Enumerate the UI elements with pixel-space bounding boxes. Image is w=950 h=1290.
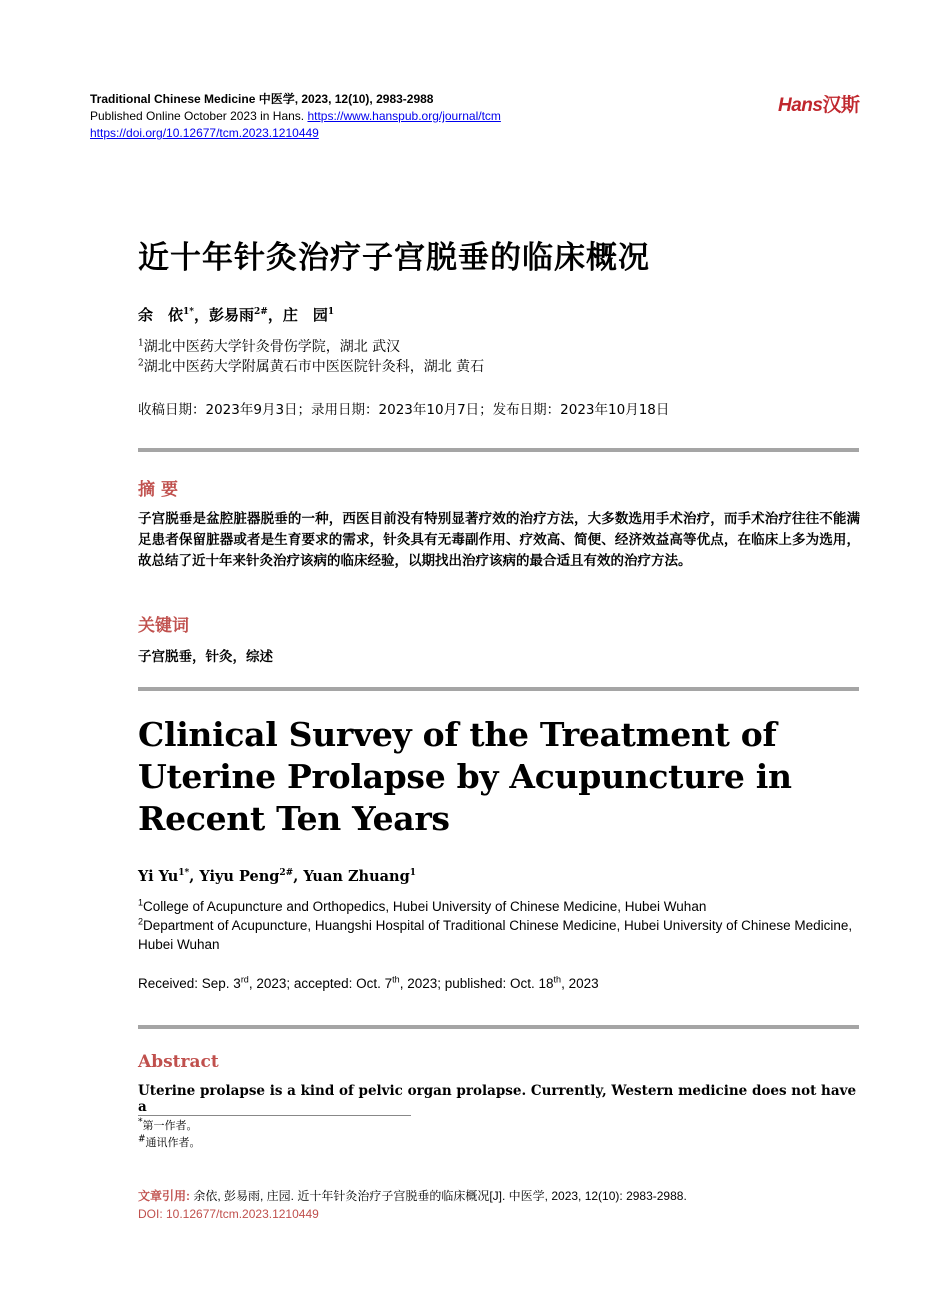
received-part-1: Received: Sep. 3 xyxy=(138,976,241,991)
affiliations-zh xyxy=(138,337,484,377)
title-en: Clinical Survey of the Treatment of Uterine Prolapse by Acupuncture in Recent Ten Years xyxy=(138,715,792,838)
citation-doi: DOI: 10.12677/tcm.2023.1210449 xyxy=(138,1207,319,1221)
received-part-3: , 2023; published: Oct. 18 xyxy=(399,976,554,991)
doi-link[interactable]: https://doi.org/10.12677/tcm.2023.1210449 xyxy=(90,126,319,140)
title-zh: 近十年针灸治疗子宫脱垂的临床概况 xyxy=(138,240,650,276)
author-en-1: Yi Yu xyxy=(138,868,179,885)
author-zh-3-sup: 1 xyxy=(327,307,335,317)
affiliation-en-1-text: College of Acupuncture and Orthopedics, Hubei University of Chinese Medicine, Hubei Wuhan xyxy=(143,899,707,914)
journal-line: Traditional Chinese Medicine 中医学, 2023, 12(10), 2983-2988 xyxy=(90,92,434,106)
author-en-2-sup: 2# xyxy=(279,868,294,879)
author-zh-3: 庄 园 xyxy=(282,306,328,324)
published-prefix: Published Online October 2023 in Hans. xyxy=(90,109,308,123)
affiliation-en-2-sup: 2 xyxy=(138,916,144,927)
keywords-heading-zh: 关键词 xyxy=(138,616,189,636)
journal-link[interactable]: https://www.hanspub.org/journal/tcm xyxy=(307,109,501,123)
affiliation-zh-1-text: 湖北中医药大学针灸骨伤学院，湖北 武汉 xyxy=(143,339,401,355)
footnote-2 xyxy=(138,1134,201,1151)
author-en-3-sup: 1 xyxy=(409,868,416,879)
journal-header xyxy=(90,91,501,142)
published-line xyxy=(90,108,501,125)
affiliations-en xyxy=(138,897,860,954)
author-zh-2-sup: 2# xyxy=(254,307,268,317)
footnote-1-text: 第一作者。 xyxy=(142,1119,198,1132)
footnote-rule xyxy=(138,1115,411,1116)
affiliation-en-2-text: Department of Acupuncture, Huangshi Hospital of Traditional Chinese Medicine, Hubei University of Chinese Medicine, Hubei Wuhan xyxy=(138,918,853,952)
footnote-2-text: 通讯作者。 xyxy=(145,1136,201,1149)
author-zh-1-sup: 1* xyxy=(183,307,194,317)
footnote-2-sup: # xyxy=(138,1134,146,1145)
affiliation-zh-1 xyxy=(138,337,484,357)
author-en-3: Yuan Zhuang xyxy=(303,868,410,885)
divider-3 xyxy=(138,1025,859,1029)
logo-en: Hans xyxy=(778,95,823,116)
logo-zh: 汉斯 xyxy=(822,94,860,116)
author-zh-2: 彭易雨 xyxy=(209,306,255,324)
hans-logo xyxy=(778,90,859,117)
affiliation-en-1 xyxy=(138,897,860,916)
abstract-zh: 子宫脱垂是盆腔脏器脱垂的一种，西医目前没有特别显著疗效的治疗方法，大多数选用手术治疗，而手术治疗往往不能满足患者保留脏器或者是生育要求的需求，针灸具有无毒副作用、疗效高、简便、经济效益高等优点，在临床上多为选用，故总结了近十年来针灸治疗该病的临床经验，以期找出治疗该病的最合适且有效的治疗方法。 xyxy=(138,511,860,569)
received-sup-2: th xyxy=(392,974,400,985)
affiliation-zh-1-sup: 1 xyxy=(138,338,144,349)
affiliation-en-2 xyxy=(138,916,860,954)
citation xyxy=(138,1187,687,1223)
authors-en: Yi $Yu^{1*}$, Yiyu Peng$^{2\#}$, Yuan Zhuang$^1$ xyxy=(138,868,416,885)
dates-zh: 收稿日期：2023年9月3日；录用日期：2023年10月7日；发布日期：2023年10月18日 xyxy=(138,402,670,418)
footnotes xyxy=(138,1117,201,1151)
abstract-heading-zh: 摘要 xyxy=(138,480,184,500)
received-part-4: , 2023 xyxy=(561,976,599,991)
received-part-2: , 2023; accepted: Oct. 7 xyxy=(248,976,393,991)
author-en-2: Yiyu Peng xyxy=(199,868,280,885)
abstract-en: Uterine prolapse is a kind of pelvic organ prolapse. Currently, Western medicine does not have a xyxy=(138,1083,857,1115)
divider-2 xyxy=(138,687,859,691)
affiliation-zh-2 xyxy=(138,357,484,377)
affiliation-zh-2-sup: 2 xyxy=(138,358,144,369)
citation-text: 余依, 彭易雨, 庄园. 近十年针灸治疗子宫脱垂的临床概况[J]. 中医学, 2023, 12(10): 2983-2988. xyxy=(190,1189,687,1203)
footnote-1 xyxy=(138,1117,201,1134)
author-en-1-sup: 1* xyxy=(178,868,190,879)
keywords-zh: 子宫脱垂，针灸，综述 xyxy=(138,649,273,665)
citation-line xyxy=(138,1187,687,1205)
abstract-heading-en: Abstract xyxy=(138,1052,219,1072)
received-sup-3: th xyxy=(553,974,562,985)
received-sup-1: rd xyxy=(240,974,249,985)
affiliation-en-1-sup: 1 xyxy=(138,897,144,908)
divider-1 xyxy=(138,448,859,452)
footnote-1-sup: * xyxy=(138,1117,143,1128)
author-zh-1: 余 依 xyxy=(138,306,184,324)
received-dates-en xyxy=(138,976,599,991)
authors-zh: 余 依$^{1*}$，彭易雨$^{2\#}$，庄 园$^1$ xyxy=(138,306,335,324)
citation-label: 文章引用: xyxy=(138,1189,190,1203)
affiliation-zh-2-text: 湖北中医药大学附属黄石市中医医院针灸科，湖北 黄石 xyxy=(143,359,485,375)
